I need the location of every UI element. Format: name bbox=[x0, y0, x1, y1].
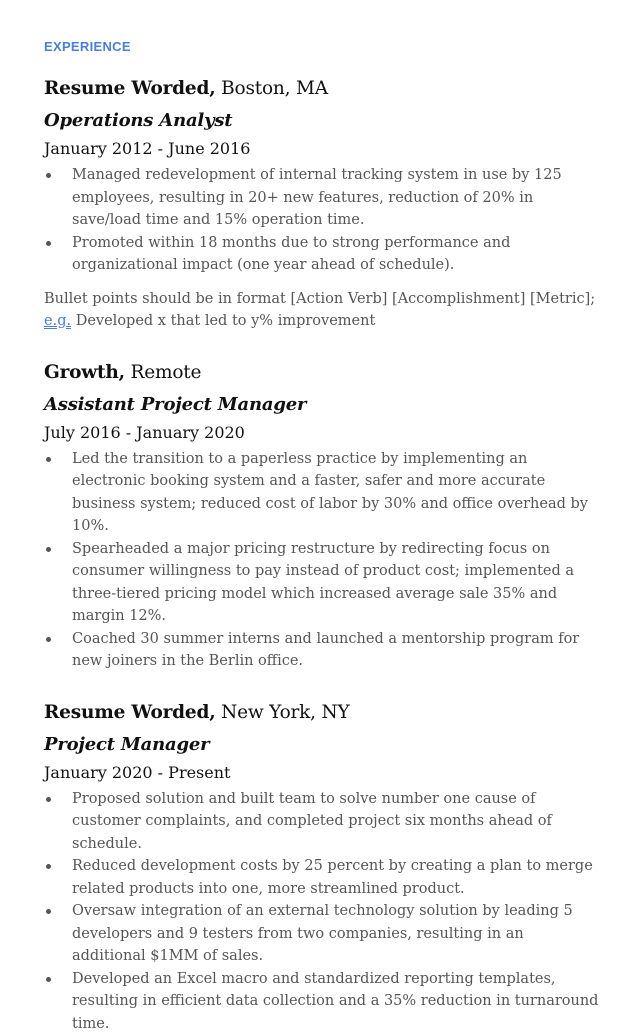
resume-experience-section bbox=[44, 38, 600, 1035]
job-title: Operations Analyst bbox=[44, 108, 600, 134]
bullet-item bbox=[44, 448, 600, 538]
bullet-list bbox=[44, 448, 600, 673]
bullet-list bbox=[44, 164, 600, 277]
job-entry bbox=[44, 76, 600, 333]
bullet-item bbox=[44, 628, 600, 673]
bullet-item bbox=[44, 788, 600, 856]
note-text-after: Developed x that led to y% improvement bbox=[71, 313, 375, 329]
bullet-dot-icon bbox=[46, 637, 51, 642]
company-line bbox=[44, 360, 600, 386]
bullet-text: Spearheaded a major pricing restructure by redirecting focus on consumer willingness to pay instead of product cost; implemented a three-tiered pricing model which increased average sale 35% and margin 12%. bbox=[72, 541, 574, 625]
note-text-before: Bullet points should be in format [Action Verb] [Accomplishment] [Metric]; bbox=[44, 291, 595, 307]
bullet-dot-icon bbox=[46, 173, 51, 178]
bullet-text: Proposed solution and built team to solve number one cause of customer complaints, and completed project six months ahead of schedule. bbox=[72, 791, 552, 852]
bullet-item bbox=[44, 232, 600, 277]
bullet-text: Developed an Excel macro and standardized reporting templates, resulting in efficient data collection and a 35% reduction in turnaround time. bbox=[72, 971, 598, 1032]
bullet-item bbox=[44, 164, 600, 232]
bullet-dot-icon bbox=[46, 547, 51, 552]
bullet-item bbox=[44, 968, 600, 1035]
bullet-dot-icon bbox=[46, 797, 51, 802]
bullet-text: Promoted within 18 months due to strong performance and organizational impact (one year ahead of schedule). bbox=[72, 235, 510, 274]
bullet-dot-icon bbox=[46, 909, 51, 914]
bullet-dot-icon bbox=[46, 241, 51, 246]
bullet-text: Led the transition to a paperless practice by implementing an electronic booking system and a faster, safer and more accurate business system; reduced cost of labor by 30% and office overhead by 10%. bbox=[72, 451, 588, 535]
eg-link[interactable]: e.g. bbox=[44, 313, 71, 329]
company-location: Boston, MA bbox=[215, 78, 327, 99]
bullet-item bbox=[44, 855, 600, 900]
company-location: Remote bbox=[125, 362, 201, 383]
section-title: EXPERIENCE bbox=[44, 38, 600, 56]
company-line bbox=[44, 76, 600, 102]
job-dates: July 2016 - January 2020 bbox=[44, 422, 600, 444]
company-line bbox=[44, 700, 600, 726]
bullet-dot-icon bbox=[46, 457, 51, 462]
bullet-item bbox=[44, 900, 600, 968]
company-name: Resume Worded, bbox=[44, 78, 215, 99]
company-name: Resume Worded, bbox=[44, 702, 215, 723]
bullet-list bbox=[44, 788, 600, 1035]
job-entry bbox=[44, 360, 600, 673]
bullet-item bbox=[44, 538, 600, 628]
bullet-text: Oversaw integration of an external technology solution by leading 5 developers and 9 testers from two companies, resulting in an additional $1MM of sales. bbox=[72, 903, 573, 964]
bullet-text: Managed redevelopment of internal tracking system in use by 125 employees, resulting in 20+ new features, reduction of 20% in save/load time and 15% operation time. bbox=[72, 167, 562, 228]
job-entry bbox=[44, 700, 600, 1035]
bullet-dot-icon bbox=[46, 977, 51, 982]
bullet-text: Reduced development costs by 25 percent by creating a plan to merge related products into one, more streamlined product. bbox=[72, 858, 593, 897]
format-tip-note bbox=[44, 288, 600, 333]
job-dates: January 2020 - Present bbox=[44, 762, 600, 784]
company-name: Growth, bbox=[44, 362, 125, 383]
job-title: Assistant Project Manager bbox=[44, 392, 600, 418]
job-title: Project Manager bbox=[44, 732, 600, 758]
job-dates: January 2012 - June 2016 bbox=[44, 138, 600, 160]
company-location: New York, NY bbox=[215, 702, 349, 723]
bullet-dot-icon bbox=[46, 864, 51, 869]
bullet-text: Coached 30 summer interns and launched a mentorship program for new joiners in the Berlin office. bbox=[72, 631, 579, 670]
